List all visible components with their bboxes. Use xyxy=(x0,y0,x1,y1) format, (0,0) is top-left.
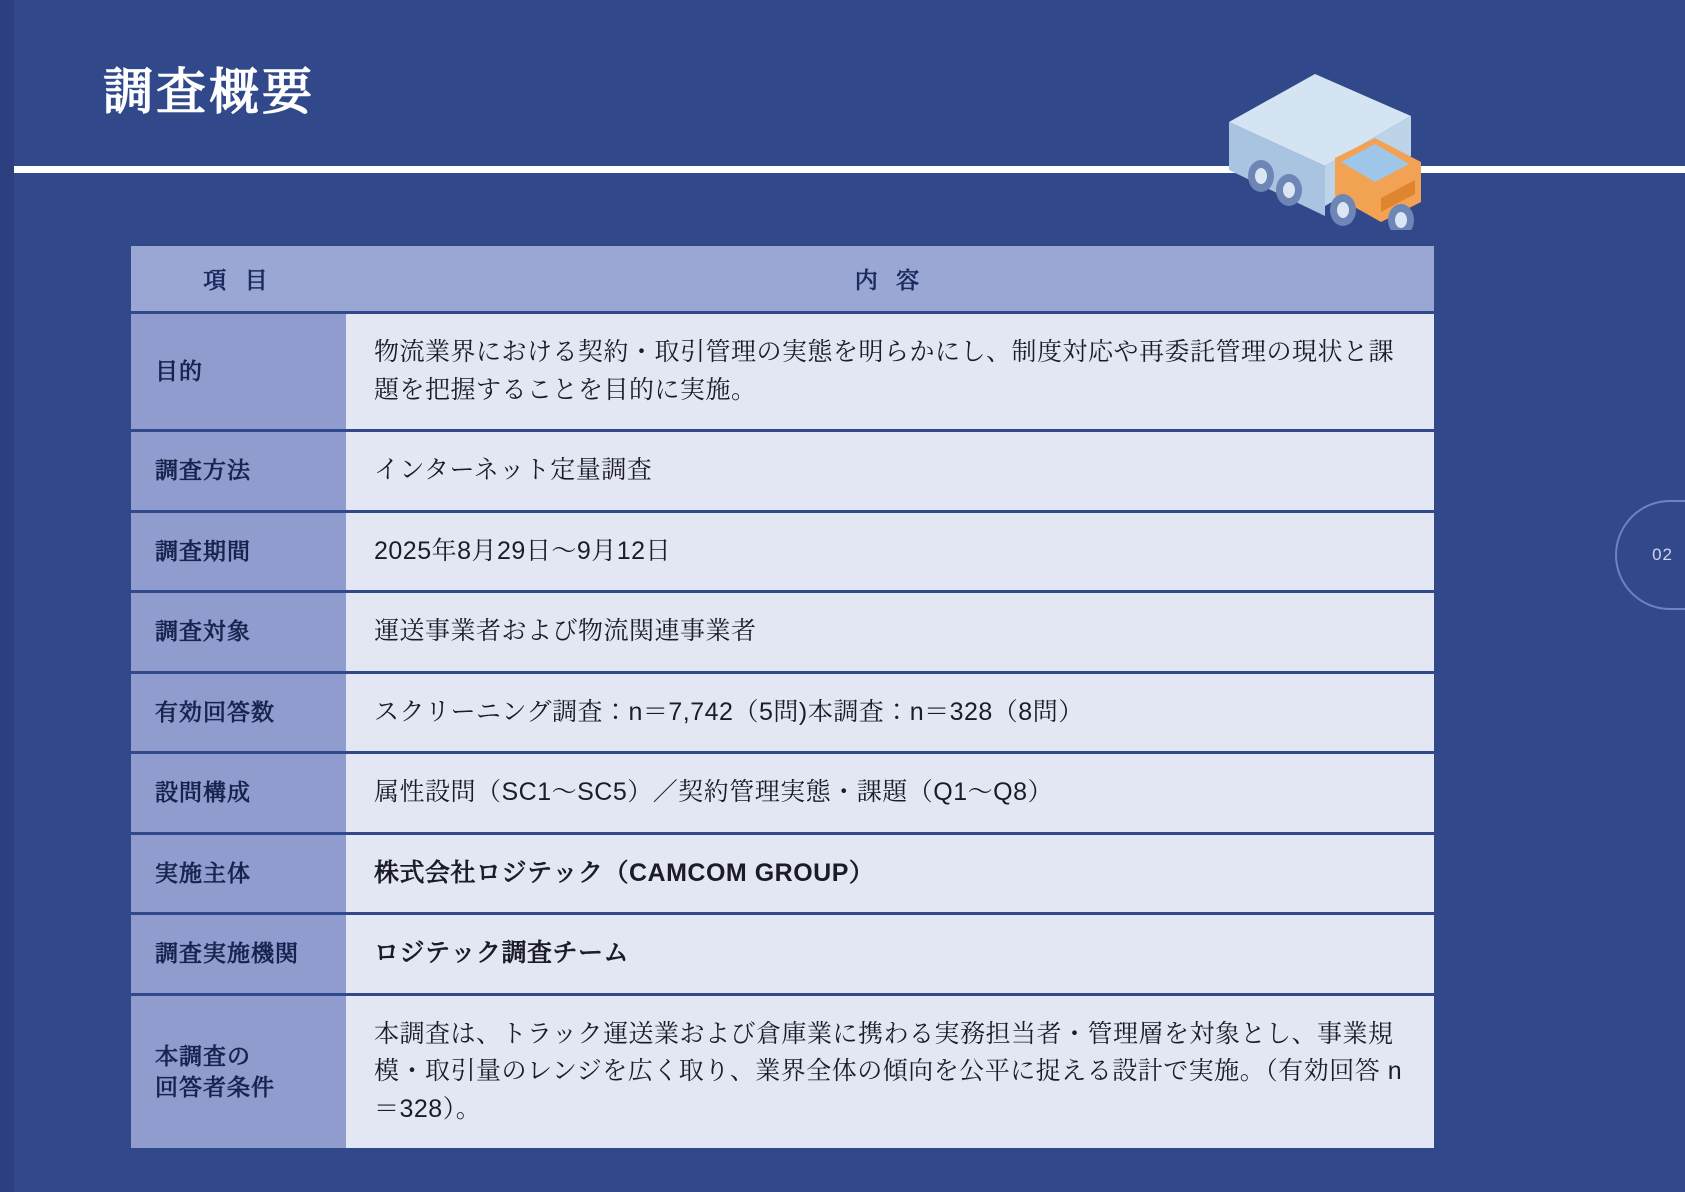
row-label: 目的 xyxy=(131,314,346,429)
row-label: 調査実施機関 xyxy=(131,915,346,993)
row-label: 調査期間 xyxy=(131,513,346,591)
page-number-badge xyxy=(1615,500,1685,610)
survey-overview-table xyxy=(131,243,1434,1151)
table-row xyxy=(131,674,1434,752)
row-label: 調査方法 xyxy=(131,432,346,510)
left-accent-bar xyxy=(0,0,14,1192)
table-row xyxy=(131,314,1434,429)
row-value: 本調査は、トラック運送業および倉庫業に携わる実務担当者・管理層を対象とし、事業規模・取引量のレンジを広く取り、業界全体の傾向を公平に捉える設計で実施。（有効回答 n＝328）。 xyxy=(346,996,1434,1149)
row-value: 属性設問（SC1〜SC5）／契約管理実態・課題（Q1〜Q8） xyxy=(346,754,1434,832)
row-value: 物流業界における契約・取引管理の実態を明らかにし、制度対応や再委託管理の現状と課題を把握することを目的に実施。 xyxy=(346,314,1434,429)
row-value: ロジテック調査チーム xyxy=(346,915,1434,993)
row-value: 2025年8月29日〜9月12日 xyxy=(346,513,1434,591)
page-title: 調査概要 xyxy=(103,64,315,120)
row-label: 本調査の 回答者条件 xyxy=(131,996,346,1149)
column-header-item: 項 目 xyxy=(131,246,346,311)
table-row xyxy=(131,915,1434,993)
row-label: 設問構成 xyxy=(131,754,346,832)
row-value: インターネット定量調査 xyxy=(346,432,1434,510)
table-row xyxy=(131,593,1434,671)
row-value: 運送事業者および物流関連事業者 xyxy=(346,593,1434,671)
table-row xyxy=(131,754,1434,832)
column-header-content: 内 容 xyxy=(346,246,1434,311)
delivery-truck-icon xyxy=(1215,30,1445,230)
table-row xyxy=(131,513,1434,591)
table-row xyxy=(131,432,1434,510)
row-label: 有効回答数 xyxy=(131,674,346,752)
row-value: 株式会社ロジテック（CAMCOM GROUP） xyxy=(346,835,1434,913)
row-label: 実施主体 xyxy=(131,835,346,913)
table-row xyxy=(131,996,1434,1149)
page-number: 02 xyxy=(1652,545,1673,564)
table-header-row xyxy=(131,246,1434,311)
row-value: スクリーニング調査：n＝7,742（5問)本調査：n＝328（8問） xyxy=(346,674,1434,752)
row-label: 調査対象 xyxy=(131,593,346,671)
table-row xyxy=(131,835,1434,913)
